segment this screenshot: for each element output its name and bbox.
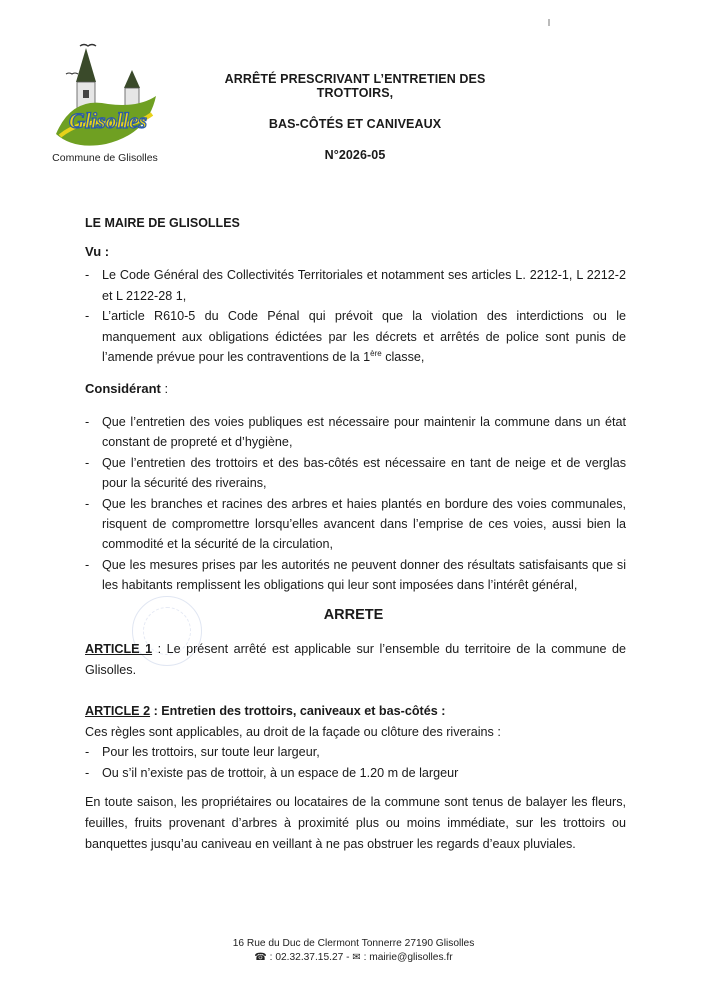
article-2-title [85,701,626,722]
article-2 [85,701,626,783]
superscript: ère [370,348,382,358]
considerant-item: - Que l’entretien des trottoirs et des bas-côtés est nécessaire en tant de neige et de verglas pour la sécurité des riverains, [85,453,626,494]
mayor-heading: LE MAIRE DE GLISOLLES [85,216,240,230]
decree-number: N°2026-05 [324,148,386,162]
title-line-1: ARRÊTÉ PRESCRIVANT L’ENTRETIEN DES TROTTOIRS, [224,72,486,100]
logo-caption: Commune de Glisolles [52,152,158,164]
footer [0,937,707,965]
considerant-suffix: : [160,381,169,396]
arrete-heading: ARRETE [323,607,384,623]
footer-address: 16 Rue du Duc de Clermont Tonnerre 27190 Glisolles [232,938,475,949]
considerant-item: - Que les mesures prises par les autorités ne peuvent donner des résultats satisfaisants que si les habitants remplissent les obligations qui leur sont imposées dans l’intérêt général, [85,555,626,596]
church-icon [76,48,96,82]
vu-item-text-end: classe, [381,350,425,364]
considerant-item: - Que les branches et racines des arbres et haies plantés en bordure des voies communales, risquent de compromettre lorsqu’elles avancent dans l’emprise de ces voies, aussi bien la commodité et la sécurité de la circulation, [85,494,626,555]
article-2-title-text: : Entretien des trottoirs, caniveaux et bas-côtés : [150,704,446,718]
article-1-text: : Le présent arrêté est applicable sur l’ensemble du territoire de la commune de Glisolles. [85,642,626,677]
logo-text: Glisolles [68,108,148,133]
vu-list [85,265,626,368]
article-1-label: ARTICLE 1 [85,642,153,656]
article-2-list [85,742,626,783]
article-2-intro: Ces règles sont applicables, au droit de la façade ou clôture des riverains : [85,724,501,739]
article-2-item: - Pour les trottoirs, sur toute leur largeur, [85,742,626,763]
footer-email: : mairie@glisolles.fr [360,952,453,963]
document-header [190,72,520,162]
article-2-label: ARTICLE 2 [85,704,151,718]
phone-icon: ☎ [254,952,267,963]
article-2-item: - Ou s’il n’existe pas de trottoir, à un espace de 1.20 m de largeur [85,763,626,784]
vu-item: - Le Code Général des Collectivités Territoriales et notamment ses articles L. 2212-1, L 2212-2 et L 2122-28 1, [85,265,626,306]
bird-icon [80,45,96,47]
commune-logo [52,38,162,156]
footer-contact [0,951,707,965]
footer-phone: : 02.32.37.15.27 - [266,952,353,963]
title-line-2: BAS-CÔTÉS ET CANIVEAUX [268,117,442,131]
considerant-heading [85,381,168,396]
vu-item [85,306,626,368]
article-2-closing: En toute saison, les propriétaires ou locataires de la commune sont tenus de balayer les fleurs, feuilles, fruits provenant d’arbres à proximité plus ou moins immédiate, sur les trottoirs ou banquettes jusqu’au caniveau en veillant à ne pas obstruer les regards d’eaux pluviales. [85,795,626,851]
mail-icon: ✉ [352,952,361,963]
vu-item-text: L’article R610-5 du Code Pénal qui prévoit que la violation des interdictions ou le manquement aux obligations édictées par les décrets et arrêtés de police sont punis de l’amende prévue pour les contraventions de la 1 [102,309,626,364]
scan-mark [548,19,550,26]
article-1 [85,639,626,680]
vu-heading: Vu : [85,244,110,259]
considerant-list [85,412,626,596]
considerant-label: Considérant [85,381,161,396]
considerant-item: - Que l’entretien des voies publiques est nécessaire pour maintenir la commune dans un état constant de propreté et d’hygiène, [85,412,626,453]
